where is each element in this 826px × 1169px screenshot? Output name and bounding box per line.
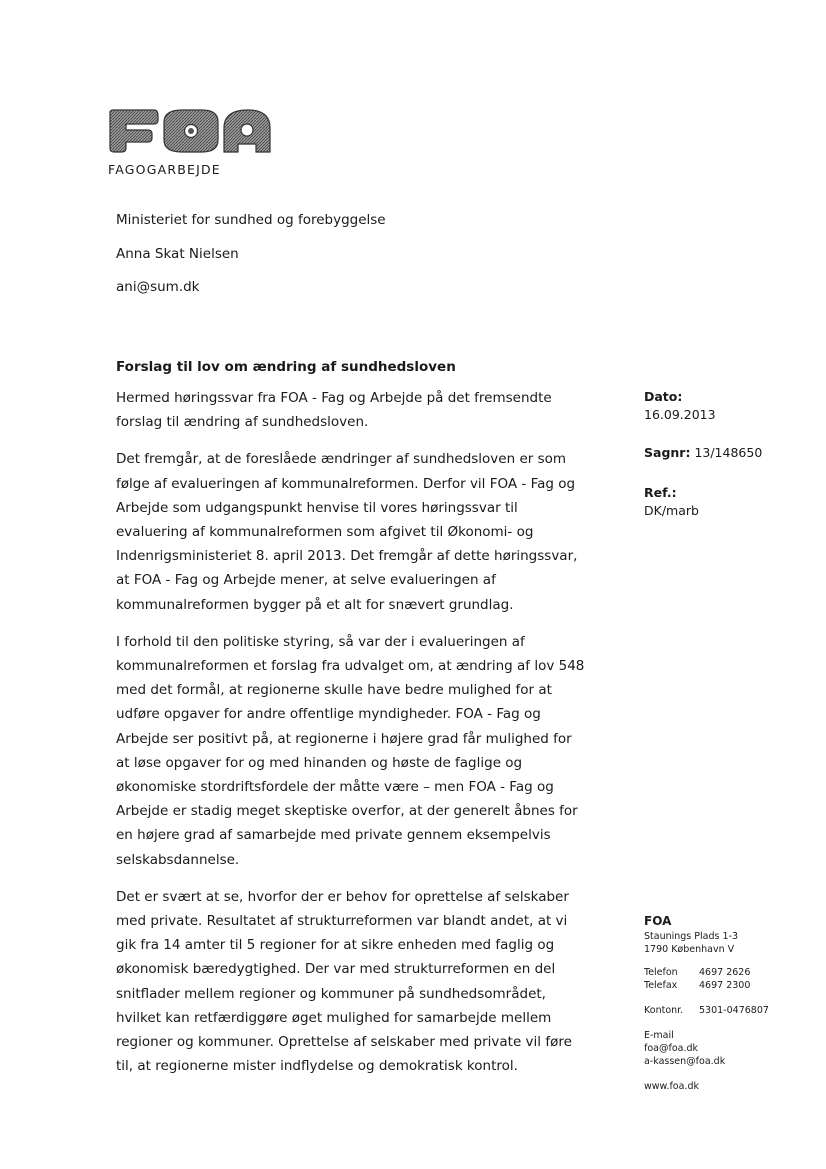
case-label: Sagnr: <box>644 445 691 460</box>
case-block <box>644 444 762 462</box>
letter-paragraph: Hermed høringssvar fra FOA - Fag og Arbejde på det fremsendte forslag til ændring af sundhedsloven. <box>116 390 552 431</box>
email-link[interactable]: foa@foa.dk <box>644 1043 699 1054</box>
letter-body <box>116 386 586 1091</box>
contact-city: 1790 København V <box>644 944 735 955</box>
email-link[interactable]: a-kassen@foa.dk <box>644 1056 726 1067</box>
foa-logo <box>106 108 276 180</box>
contact-block <box>644 912 769 1093</box>
recipient-email: ani@sum.dk <box>116 279 200 295</box>
letter-paragraph: Det fremgår, at de foreslåede ændringer af sundhedsloven er som følge af evalueringen af kommunalreformen. Derfor vil FOA - Fag og Arbejde som udgangspunkt henvise til vores høringssvar til evaluering af kommunalreformen som afgivet til Økonomi- og Indenrigsministeriet 8. april 2013. Det fremgår af dette høringssvar, at FOA - Fag og Arbejde mener, at selve evalueringen af kommunalreformen bygger på et alt for snævert grundlag. <box>116 451 578 613</box>
phone-value: 4697 2626 <box>699 967 751 978</box>
letter-title: Forslag til lov om ændring af sundhedsloven <box>116 359 456 375</box>
email-label: E-mail <box>644 1030 674 1041</box>
recipient-name: Anna Skat Nielsen <box>116 246 239 262</box>
account-value: 5301-0476807 <box>699 1005 769 1016</box>
ref-label: Ref.: <box>644 485 677 500</box>
logo-tagline: FAGOGARBEJDE <box>108 162 221 177</box>
letter-paragraph: I forhold til den politiske styring, så var der i evalueringen af kommunalreformen et forslag fra udvalget om, at ændring af lov 548 med det formål, at regionerne skulle have bedre mulighed for at udføre opgaver for andre offentlige myndigheder. FOA - Fag og Arbejde ser positivt på, at regionerne i højere grad får mulighed for at løse opgaver for og med hinanden og høste de faglige og økonomiske stordriftsfordele der måtte være – men FOA - Fag og Arbejde er stadig meget skeptiske overfor, at der generelt åbnes for en højere grad af samarbejde med private gennem eksempelvis selskabsdannelse. <box>116 633 585 868</box>
case-value: 13/148650 <box>694 445 763 460</box>
contact-street: Staunings Plads 1-3 <box>644 931 738 942</box>
contact-org: FOA <box>644 914 672 928</box>
account-label: Kontonr. <box>644 1005 684 1016</box>
date-label: Dato: <box>644 389 683 404</box>
date-block <box>644 388 716 424</box>
fax-label: Telefax <box>644 980 678 991</box>
phone-label: Telefon <box>644 967 678 978</box>
letter-paragraph: Det er svært at se, hvorfor der er behov for oprettelse af selskaber med private. Resultatet af strukturreformen var blandt andet, at vi gik fra 14 amter til 5 regioner for at sikre enheden med faglig og økonomisk bæredygtighed. Der var med strukturreformen en del snitflader mellem regioner og kommuner på sundhedsområdet, hvilket kan retfærdiggøre øget mulighed for samarbejde mellem regioner og kommuner. Oprettelse af selskaber med private vil føre til, at regionerne mister indflydelse og demokratisk kontrol. <box>116 888 572 1075</box>
recipient-organization: Ministeriet for sundhed og forebyggelse <box>116 212 386 228</box>
web-link[interactable]: www.foa.dk <box>644 1081 699 1092</box>
fax-value: 4697 2300 <box>699 980 751 991</box>
ref-value: DK/marb <box>644 503 699 518</box>
ref-block <box>644 484 699 520</box>
date-value: 16.09.2013 <box>644 407 716 422</box>
